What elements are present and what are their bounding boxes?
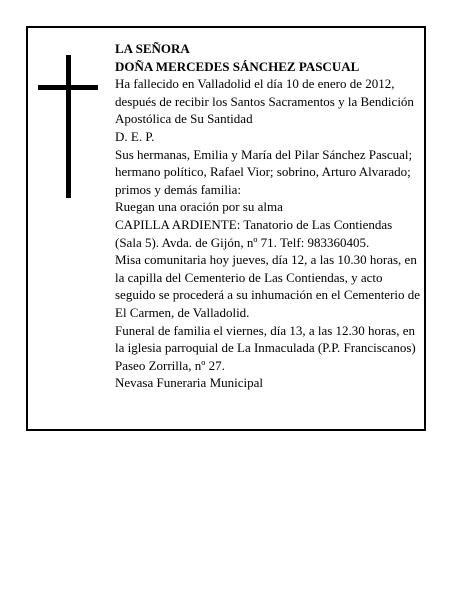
funeral-info: Funeral de familia el viernes, día 13, a las 12.30 horas, en la iglesia parroquial de La Inmaculada (P.P. Franciscanos) Paseo Zorrilla, nº 27. xyxy=(115,322,416,373)
cross-horizontal-bar xyxy=(38,85,98,90)
deceased-name: DOÑA MERCEDES SÁNCHEZ PASCUAL xyxy=(115,58,360,74)
mass-info: Misa comunitaria hoy jueves, día 12, a las 10.30 horas, en la capilla del Cementerio de Las Contiendas, y acto seguido se procederá a su inhumación en el Cementerio de El Carmen, de Valladolid. xyxy=(115,252,421,320)
dep-line: D. E. P. xyxy=(115,128,155,144)
heading-title: LA SEÑORA xyxy=(115,41,190,56)
obituary-text xyxy=(115,40,421,392)
cross-icon xyxy=(38,55,98,198)
cross-vertical-bar xyxy=(66,55,71,198)
family-list: Sus hermanas, Emilia y María del Pilar Sánchez Pascual; hermano político, Rafael Vior; sobrino, Arturo Alvarado; primos y demás familia: xyxy=(115,146,413,197)
funeral-home: Nevasa Funeraria Municipal xyxy=(115,375,264,391)
obituary-notice-frame xyxy=(26,26,426,431)
death-announcement: Ha fallecido en Valladolid el día 10 de enero de 2012, después de recibir los Santos Sacramentos y la Bendición Apostólica de Su Santidad xyxy=(115,76,414,127)
chapel-info: CAPILLA ARDIENTE: Tanatorio de Las Contiendas (Sala 5). Avda. de Gijón, nº 71. Telf: 983360405. xyxy=(115,216,393,250)
prayer-request: Ruegan una oración por su alma xyxy=(115,199,283,215)
